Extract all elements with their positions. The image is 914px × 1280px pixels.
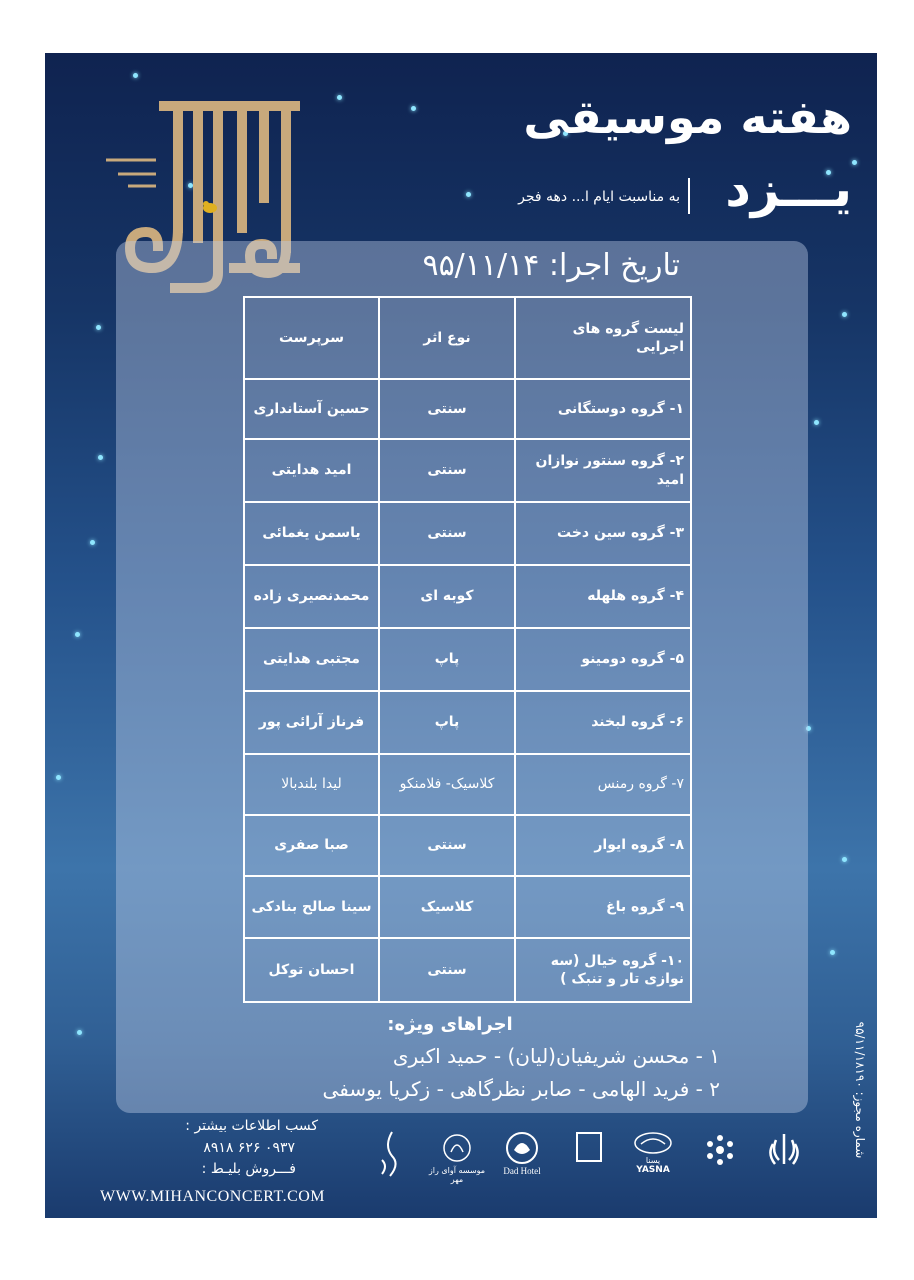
row-supervisor: حسین آستانداری bbox=[244, 379, 379, 439]
phone-number[interactable]: ۰۹۳۷ ۶۲۶ ۸۹۱۸ bbox=[203, 1140, 295, 1156]
table-row bbox=[244, 502, 691, 565]
red-crescent-logo-icon bbox=[574, 1130, 604, 1164]
row-group: ۹- گروه باغ bbox=[515, 876, 691, 938]
row-supervisor: احسان توکل bbox=[244, 938, 379, 1002]
row-type: کوبه ای bbox=[379, 565, 515, 628]
more-info-label: کسب اطلاعات بیشتر : bbox=[185, 1118, 318, 1134]
special-performances-title: اجراهای ویژه: bbox=[387, 1014, 513, 1035]
schedule-table bbox=[243, 296, 692, 1003]
sponsor-red-crescent bbox=[572, 1130, 606, 1164]
festival-title: هفته موسیقی bbox=[523, 90, 852, 144]
performance-date: تاریخ اجرا: ۹۵/۱۱/۱۴ bbox=[422, 248, 680, 283]
row-group: ۸- گروه ایوار bbox=[515, 815, 691, 876]
row-group: ۵- گروه دومینو bbox=[515, 628, 691, 691]
heritage-logo-icon bbox=[700, 1130, 740, 1170]
row-type: سنتی bbox=[379, 379, 515, 439]
avaz-logo-icon bbox=[437, 1130, 477, 1166]
row-type: سنتی bbox=[379, 502, 515, 565]
header-type: نوع اثر bbox=[379, 297, 515, 379]
table-header-row bbox=[244, 297, 691, 379]
license-number: شماره مجوز: ۹۵/۱۱/۱۸۱۹۰ bbox=[853, 1021, 867, 1159]
sponsor-dad-hotel: Dad Hotel bbox=[500, 1130, 544, 1176]
header-group: لیست گروه های اجرایی bbox=[515, 297, 691, 379]
sponsor-avaz: موسسه آوای راز مهر bbox=[428, 1130, 486, 1184]
table-row bbox=[244, 876, 691, 938]
table-row bbox=[244, 691, 691, 754]
festival-city: یـــزد bbox=[725, 160, 852, 218]
dad-hotel-logo-icon bbox=[504, 1130, 540, 1166]
music-note-logo-icon bbox=[374, 1130, 404, 1180]
row-type: سنتی bbox=[379, 439, 515, 502]
row-supervisor: محمدنصیری زاده bbox=[244, 565, 379, 628]
website-link[interactable]: WWW.MIHANCONCERT.COM bbox=[100, 1188, 326, 1205]
sponsor-music-logo bbox=[372, 1130, 406, 1180]
table-row bbox=[244, 754, 691, 815]
iran-emblem-icon bbox=[767, 1130, 801, 1170]
table-row bbox=[244, 565, 691, 628]
row-type: پاپ bbox=[379, 628, 515, 691]
row-group: ۱۰- گروه خیال (سه نوازی تار و تنبک ) bbox=[515, 938, 691, 1002]
row-supervisor: یاسمن یغمائی bbox=[244, 502, 379, 565]
row-supervisor: امید هدایتی bbox=[244, 439, 379, 502]
row-supervisor: لیدا بلندبالا bbox=[244, 754, 379, 815]
sponsor-heritage bbox=[698, 1130, 742, 1170]
table-row bbox=[244, 379, 691, 439]
row-supervisor: صبا صفری bbox=[244, 815, 379, 876]
title-divider bbox=[688, 178, 690, 214]
row-supervisor: مجتبی هدایتی bbox=[244, 628, 379, 691]
sponsor-yasna: یسنا YASNA bbox=[630, 1130, 676, 1175]
row-type: کلاسیک bbox=[379, 876, 515, 938]
row-group: ۱- گروه دوستگانی bbox=[515, 379, 691, 439]
row-supervisor: سینا صالح بنادکی bbox=[244, 876, 379, 938]
row-group: ۷- گروه رمنس bbox=[515, 754, 691, 815]
special-performance-1: ۱ - محسن شریفیان(لیان) - حمید اکبری bbox=[392, 1044, 720, 1068]
special-performance-2: ۲ - فرید الهامی - صابر نظرگاهی - زکریا یوسفی bbox=[322, 1077, 720, 1101]
row-group: ۳- گروه سین دخت bbox=[515, 502, 691, 565]
table-row bbox=[244, 628, 691, 691]
ticket-sales-label: فـــروش بلیـط : bbox=[201, 1161, 296, 1177]
table-row bbox=[244, 815, 691, 876]
row-supervisor: فرناز آرائی پور bbox=[244, 691, 379, 754]
header-supervisor: سرپرست bbox=[244, 297, 379, 379]
table-row bbox=[244, 938, 691, 1002]
row-type: سنتی bbox=[379, 815, 515, 876]
row-type: پاپ bbox=[379, 691, 515, 754]
row-group: ۴- گروه هلهله bbox=[515, 565, 691, 628]
row-group: ۶- گروه لبخند bbox=[515, 691, 691, 754]
festival-subtitle: به مناسبت ایام ا... دهه فجر bbox=[518, 189, 680, 205]
yasna-logo-icon bbox=[633, 1130, 673, 1156]
row-group: ۲- گروه سنتور نوازان امید bbox=[515, 439, 691, 502]
row-type: سنتی bbox=[379, 938, 515, 1002]
table-row bbox=[244, 439, 691, 502]
row-type: کلاسیک- فلامنکو bbox=[379, 754, 515, 815]
sponsor-iran-emblem bbox=[765, 1130, 803, 1170]
